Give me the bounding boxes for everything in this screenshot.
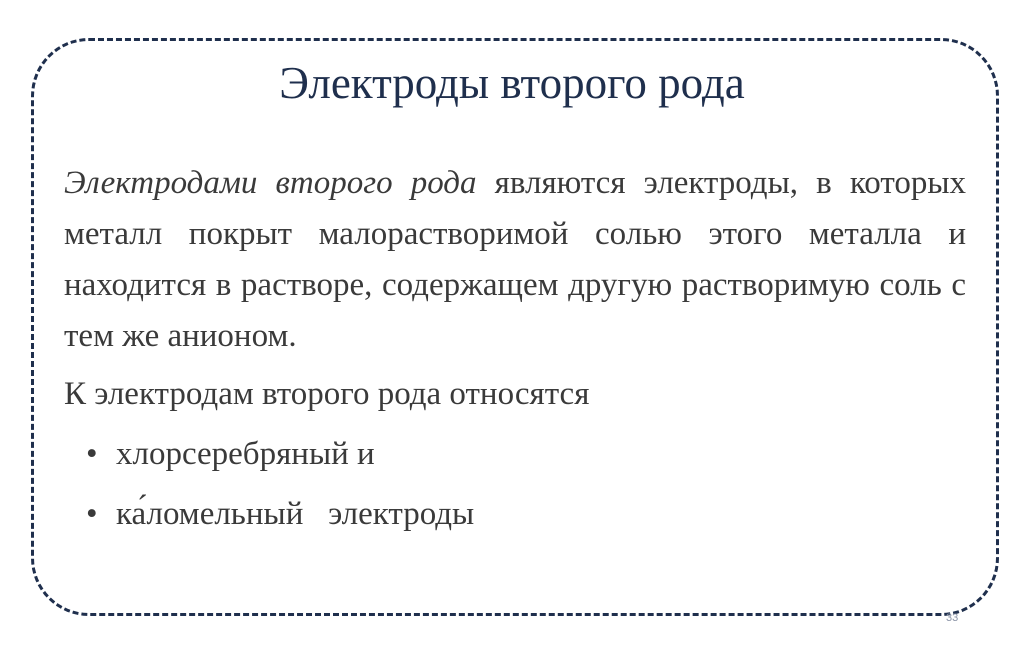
definition-paragraph (64, 158, 966, 362)
page-number: 33 (946, 612, 959, 624)
list-item-label: хлорсеребряный и (116, 436, 375, 472)
bullet-icon: • (86, 436, 98, 472)
definition-term: Электродами второго рода (64, 165, 477, 201)
slide-body (64, 158, 966, 538)
definition-text: являются электроды, в которых металл покрыт малорастворимой солью этого металла и находится в растворе, содержащем другую растворимую соль с тем же анионом. (64, 165, 966, 354)
slide-title: Электроды второго рода (279, 58, 745, 108)
electrode-list (64, 430, 966, 538)
list-item-label: ка́ломельный электроды (116, 496, 475, 532)
bullet-icon: • (86, 496, 98, 532)
list-lead: К электродам второго рода относятся (64, 376, 590, 412)
list-item (64, 490, 966, 538)
list-item (64, 430, 966, 478)
